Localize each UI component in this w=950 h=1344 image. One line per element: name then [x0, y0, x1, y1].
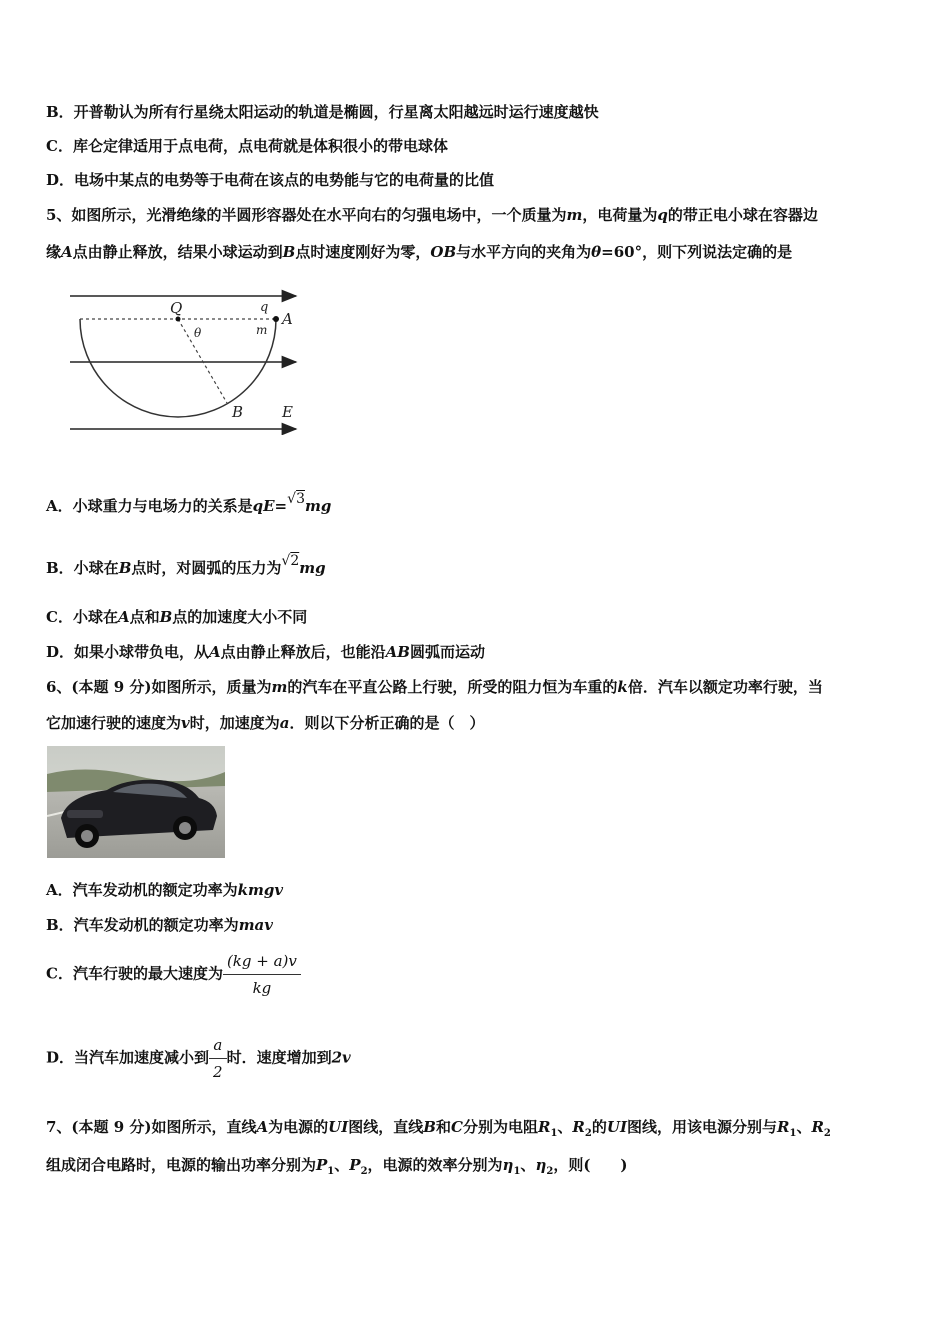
sqrt-symbol: √2 [281, 553, 300, 569]
label-point-b: B [232, 403, 244, 421]
label-point-a: A [282, 310, 293, 328]
q6-car-photo [47, 746, 225, 858]
q5-option-c: C．小球在A点和B点的加速度大小不同 [46, 608, 308, 626]
label-theta: θ [194, 326, 202, 340]
q6-stem-line2: 它加速行驶的速度为v时，加速度为a．则以下分析正确的是（ ） [46, 714, 485, 732]
label-field-e: E [282, 403, 293, 421]
label-mass-m: m [256, 323, 268, 337]
label-q-center: Q [170, 299, 183, 317]
q5-stem-line2: 缘A点由静止释放，结果小球运动到B点时速度刚好为零，OB与水平方向的夹角为θ=60°，则下列说法定确的是 [46, 243, 793, 261]
q6-option-d: D．当汽车加速度减小到 $\frac{a}{2}$ 时．速度增加到2v [46, 1032, 351, 1085]
q7-stem-line1: 7、(本题 9 分)如图所示，直线A为电源的UI图线，直线B和C分别为电阻$R_1$、$R_2$的UI图线，用该电源分别与$R_1$、$R_2$ [46, 1118, 831, 1139]
max-speed-fraction: $\frac{(kg + a)v}{kg}$ [223, 948, 301, 1001]
sqrt-symbol: √3 [287, 491, 305, 507]
q4-option-d: D．电场中某点的电势等于电荷在该点的电势能与它的电荷量的比值 [46, 171, 495, 189]
ball-at-a [273, 316, 279, 322]
half-acceleration-fraction: $\frac{a}{2}$ [209, 1032, 227, 1085]
semicircle-container [80, 319, 276, 417]
label-charge-q: q [260, 300, 269, 315]
q5-option-d: D．如果小球带负电，从A点由静止释放后，也能沿AB圆弧而运动 [46, 643, 486, 661]
radius-ob-dashed [178, 319, 227, 403]
q7-stem-line2: 组成闭合电路时，电源的输出功率分别为$P_1$、$P_2$，电源的效率分别为$\eta_1$、$\eta_2$，则( ) [46, 1156, 628, 1177]
q6-option-b: B．汽车发动机的额定功率为mav [46, 916, 273, 934]
q5-stem-line1: 5、如图所示，光滑绝缘的半圆形容器处在水平向右的匀强电场中，一个质量为m，电荷量为q的带正电小球在容器边 [46, 206, 818, 224]
q4-option-b: B．开普勒认为所有行星绕太阳运动的轨道是椭圆，行星离太阳越远时运行速度越快 [46, 103, 599, 121]
q5-electric-field-figure [64, 285, 304, 435]
q4-option-c: C．库仑定律适用于点电荷，点电荷就是体积很小的带电球体 [46, 137, 448, 155]
q6-option-a: A．汽车发动机的额定功率为kmgv [46, 881, 284, 899]
q6-option-c: C．汽车行驶的最大速度为 $\frac{(kg + a)v}{kg}$ [46, 948, 301, 1001]
q5-option-b: B．小球在B点时，对圆弧的压力为√2mg [46, 553, 326, 577]
q6-stem-line1: 6、(本题 9 分)如图所示，质量为m的汽车在平直公路上行驶，所受的阻力恒为车重的k倍．汽车以额定功率行驶，当 [46, 678, 823, 696]
center-point [176, 317, 181, 322]
q5-option-a: A．小球重力与电场力的关系是qE=√3mg [46, 491, 332, 515]
